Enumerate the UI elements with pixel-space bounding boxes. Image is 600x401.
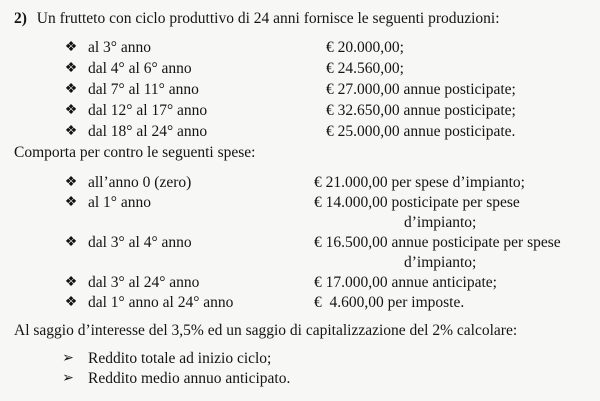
production-period: dal 18° al 24° anno xyxy=(88,123,208,140)
expense-amount: € 21.000,00 per spese d’impianto; xyxy=(314,174,525,191)
expense-period: dal 1° anno al 24° anno xyxy=(88,294,234,311)
arrow-bullet-icon: ➢ xyxy=(62,351,74,366)
expense-period: all’anno 0 (zero) xyxy=(88,174,192,191)
production-amount: € 20.000,00; xyxy=(326,39,404,56)
expense-amount: € 17.000,00 annue anticipate; xyxy=(314,274,497,291)
task-text: Reddito totale ad inizio ciclo; xyxy=(88,350,272,367)
arrow-bullet-icon: ➢ xyxy=(62,371,74,386)
diamond-bullet-icon: ❖ xyxy=(64,175,78,190)
production-period: al 3° anno xyxy=(88,39,152,56)
expenses-intro: Comporta per contro le seguenti spese: xyxy=(14,144,256,161)
diamond-bullet-icon: ❖ xyxy=(64,295,78,310)
expense-period: dal 3° al 24° anno xyxy=(88,274,200,291)
problem-intro: Un frutteto con ciclo produttivo di 24 anni fornisce le seguenti produzioni: xyxy=(36,10,500,27)
problem-number: 2) xyxy=(14,10,27,27)
expense-amount-continuation: d’impianto; xyxy=(404,214,477,231)
diamond-bullet-icon: ❖ xyxy=(64,103,78,118)
problem-heading xyxy=(14,9,500,29)
diamond-bullet-icon: ❖ xyxy=(64,275,78,290)
expense-period: dal 3° al 4° anno xyxy=(88,234,192,251)
expense-amount: € 4.600,00 per imposte. xyxy=(314,294,465,311)
production-period: dal 4° al 6° anno xyxy=(88,60,192,77)
diamond-bullet-icon: ❖ xyxy=(64,40,78,55)
production-amount: € 24.560,00; xyxy=(326,60,404,77)
expense-period: al 1° anno xyxy=(88,194,152,211)
diamond-bullet-icon: ❖ xyxy=(64,61,78,76)
production-amount: € 32.650,00 annue posticipate; xyxy=(326,102,516,119)
diamond-bullet-icon: ❖ xyxy=(64,235,78,250)
production-amount: € 27.000,00 annue posticipate; xyxy=(326,81,516,98)
expense-amount: € 14.000,00 posticipate per spese xyxy=(314,194,520,211)
diamond-bullet-icon: ❖ xyxy=(64,82,78,97)
expense-amount: € 16.500,00 annue posticipate per spese xyxy=(314,234,561,251)
production-period: dal 12° al 17° anno xyxy=(88,102,208,119)
expense-amount-continuation: d’impianto; xyxy=(404,254,477,271)
rates-statement: Al saggio d’interesse del 3,5% ed un saggio di capitalizzazione del 2% calcolare: xyxy=(14,322,518,339)
diamond-bullet-icon: ❖ xyxy=(64,195,78,210)
production-period: dal 7° al 11° anno xyxy=(88,81,199,98)
diamond-bullet-icon: ❖ xyxy=(64,124,78,139)
task-text: Reddito medio annuo anticipato. xyxy=(88,370,291,387)
production-amount: € 25.000,00 annue posticipate. xyxy=(326,123,516,140)
